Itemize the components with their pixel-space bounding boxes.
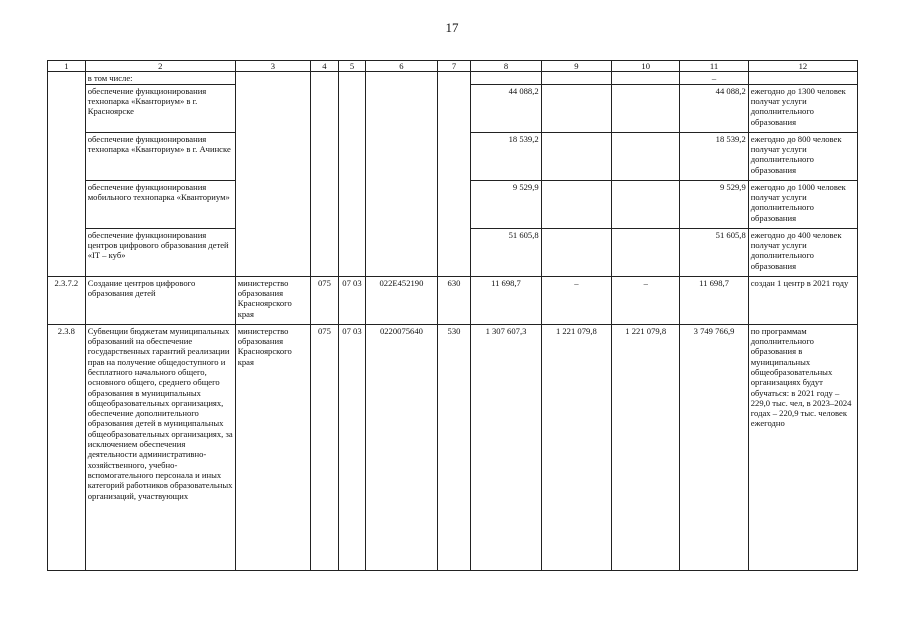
cell-col10 — [612, 132, 680, 180]
cell-col10 — [612, 228, 680, 276]
cell-result: ежегодно до 1000 человек получат услуги дополнительного образования — [748, 180, 857, 228]
cell-col4: 075 — [311, 324, 339, 570]
cell-col5: 07 03 — [338, 324, 366, 570]
cell-col11: 11 698,7 — [680, 276, 748, 324]
cell-col6: 022Е452190 — [366, 276, 437, 324]
cell-col10 — [612, 72, 680, 84]
cell-col9: 1 221 079,8 — [541, 324, 611, 570]
cell-result: ежегодно до 400 человек получат услуги дополнительного образования — [748, 228, 857, 276]
page-number: 17 — [445, 20, 459, 35]
cell-col11: 51 605,8 — [680, 228, 748, 276]
header-col-5: 5 — [338, 61, 366, 72]
header-col-2: 2 — [85, 61, 235, 72]
cell-col10 — [612, 84, 680, 132]
header-col-3: 3 — [235, 61, 310, 72]
cell-col7: 530 — [437, 324, 471, 570]
cell-col10 — [612, 180, 680, 228]
cell-col9 — [541, 228, 611, 276]
header-col-7: 7 — [437, 61, 471, 72]
cell-col9 — [541, 72, 611, 84]
cell-col4: 075 — [311, 276, 339, 324]
header-col-10: 10 — [612, 61, 680, 72]
cell-name: обеспечение функционирования технопарка «Кванториум» в г. Красноярске — [85, 84, 235, 132]
cell-result: по программам дополнительного образования в муниципальных общеобразовательных организациях будут обучаться: в 2021 году – 229,0 тыс. чел, в 2023–2024 годах – 220,9 тыс. человек ежегодно — [748, 324, 857, 570]
cell-col8: 1 307 607,3 — [471, 324, 541, 570]
cell-num — [48, 72, 86, 276]
table-row — [48, 324, 858, 570]
cell-col8: 18 539,2 — [471, 132, 541, 180]
cell-col5: 07 03 — [338, 276, 366, 324]
budget-table — [47, 60, 858, 571]
cell-col11: – — [680, 72, 748, 84]
cell-col6: 0220075640 — [366, 324, 437, 570]
header-col-1: 1 — [48, 61, 86, 72]
cell-col8 — [471, 72, 541, 84]
cell-col11: 44 088,2 — [680, 84, 748, 132]
cell-col6 — [366, 72, 437, 276]
cell-ministry: министерство образования Красноярского края — [235, 324, 310, 570]
cell-col8: 51 605,8 — [471, 228, 541, 276]
cell-col8: 11 698,7 — [471, 276, 541, 324]
header-col-11: 11 — [680, 61, 748, 72]
cell-col8: 44 088,2 — [471, 84, 541, 132]
cell-col9 — [541, 180, 611, 228]
cell-col7 — [437, 72, 471, 276]
cell-name: Субвенции бюджетам муниципальных образований на обеспечение государственных гарантий реализации прав на получение общедоступного и бесплатного начального общего, основного общего, среднего общего образования в муниципальных общеобразовательных организациях, обеспечение дополнительного образования детей в муниципальных общеобразовательных организациях, за исключением обеспечения деятельности административно-хозяйственного, учебно-вспомогательного персонала и иных категорий работников образовательных организаций, участвующих — [85, 324, 235, 570]
cell-col9 — [541, 132, 611, 180]
cell-result: ежегодно до 800 человек получат услуги дополнительного образования — [748, 132, 857, 180]
cell-col7: 630 — [437, 276, 471, 324]
header-col-9: 9 — [541, 61, 611, 72]
cell-ministry — [235, 72, 310, 276]
cell-col11: 9 529,9 — [680, 180, 748, 228]
cell-col9 — [541, 84, 611, 132]
cell-col9: – — [541, 276, 611, 324]
header-col-6: 6 — [366, 61, 437, 72]
cell-name: Создание центров цифрового образования детей — [85, 276, 235, 324]
cell-name: обеспечение функционирования центров цифрового образования детей «IT – куб» — [85, 228, 235, 276]
header-row — [48, 61, 858, 72]
cell-num: 2.3.8 — [48, 324, 86, 570]
table-row — [48, 72, 858, 84]
header-col-4: 4 — [311, 61, 339, 72]
cell-name: обеспечение функционирования мобильного технопарка «Кванториум» — [85, 180, 235, 228]
cell-col11: 18 539,2 — [680, 132, 748, 180]
cell-col10: – — [612, 276, 680, 324]
cell-col5 — [338, 72, 366, 276]
cell-col11: 3 749 766,9 — [680, 324, 748, 570]
cell-result — [748, 72, 857, 84]
cell-name: обеспечение функционирования технопарка «Кванториум» в г. Ачинске — [85, 132, 235, 180]
header-col-8: 8 — [471, 61, 541, 72]
cell-result: ежегодно до 1300 человек получат услуги дополнительного образования — [748, 84, 857, 132]
cell-name: в том числе: — [85, 72, 235, 84]
header-col-12: 12 — [748, 61, 857, 72]
cell-col10: 1 221 079,8 — [612, 324, 680, 570]
cell-col4 — [311, 72, 339, 276]
cell-ministry: министерство образования Красноярского края — [235, 276, 310, 324]
table-row — [48, 276, 858, 324]
cell-col8: 9 529,9 — [471, 180, 541, 228]
cell-num: 2.3.7.2 — [48, 276, 86, 324]
cell-result: создан 1 центр в 2021 году — [748, 276, 857, 324]
